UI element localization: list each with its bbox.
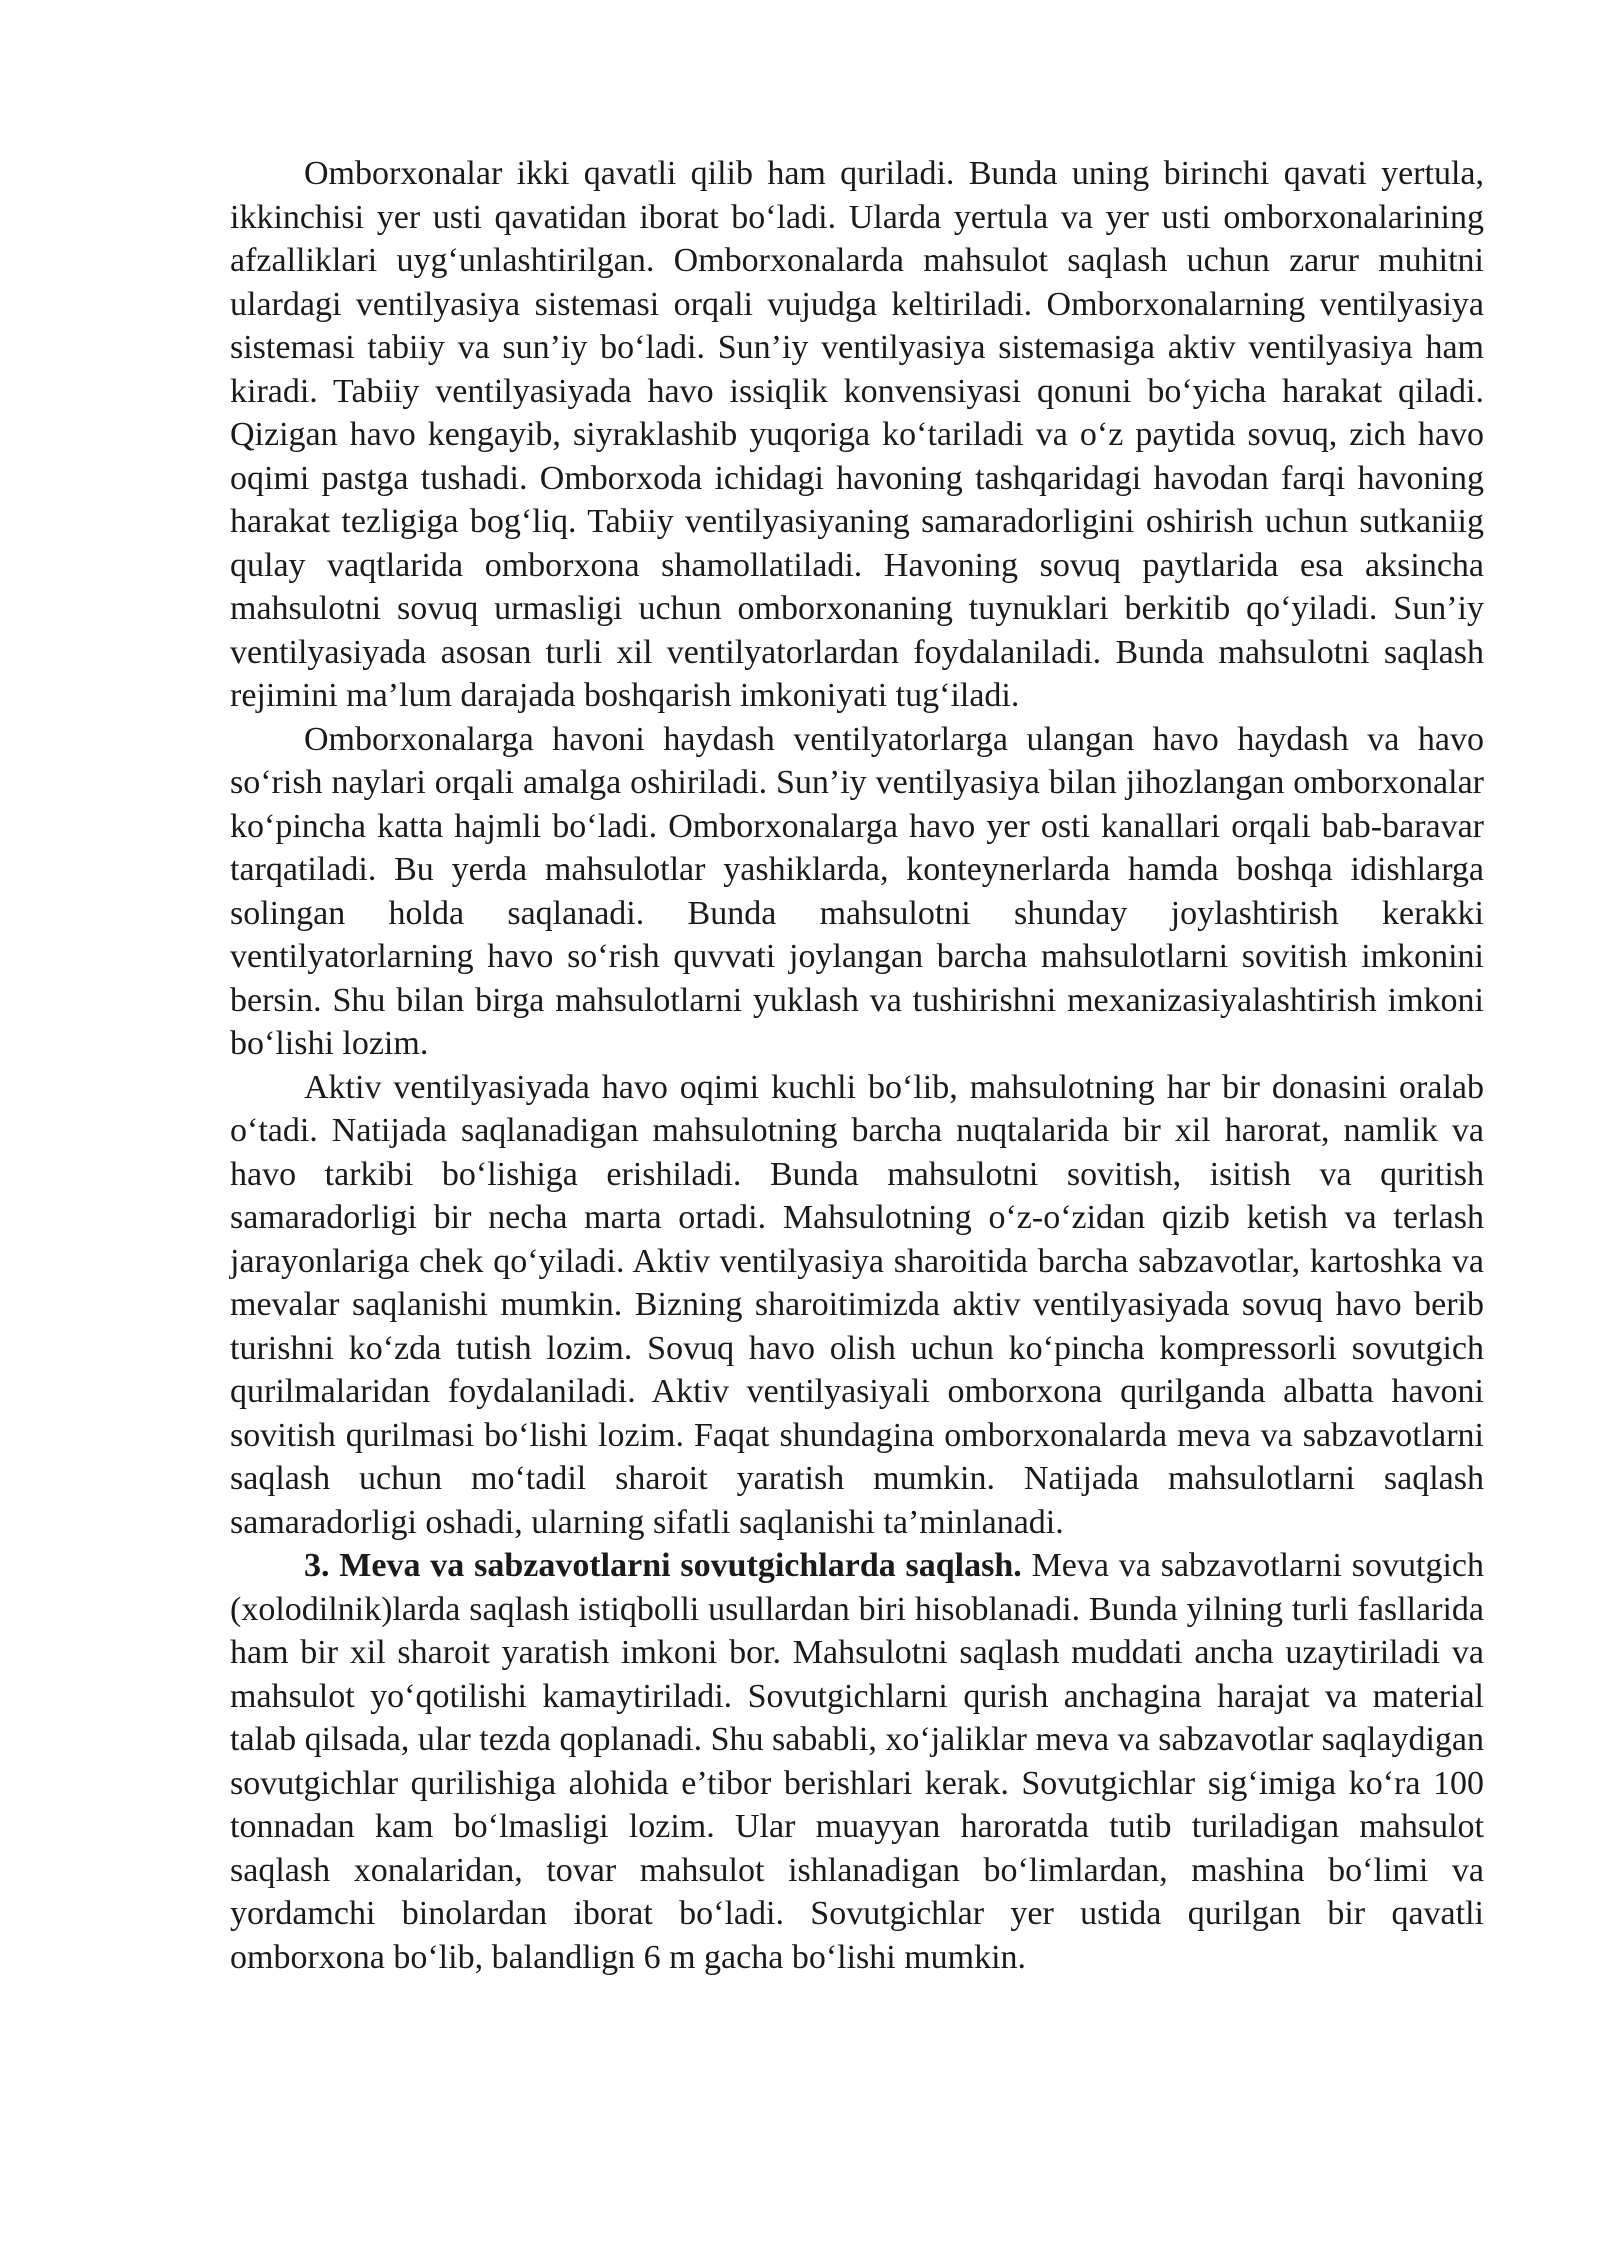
section-heading: 3. Meva va sabzavotlarni sovutgichlarda saqlash.: [304, 1547, 1022, 1584]
paragraph-refrigerator-storage: [230, 1544, 1484, 1979]
paragraph-active-ventilation: Aktiv ventilyasiyada havo oqimi kuchli bo‘lib, mahsulotning har bir donasini oralab o‘tadi. Natijada saqlanadigan mahsulotning barcha nuqtalarida bir xil harorat, namlik va havo tarkibi bo‘lishiga erishiladi. Bunda mahsulotni sovitish, isitish va quritish samaradorligi bir necha marta ortadi. Mahsulotning o‘z-o‘zidan qizib ketish va terlash jarayonlariga chek qo‘yiladi. Aktiv ventilyasiya sharoitida barcha sabzavotlar, kartoshka va mevalar saqlanishi mumkin. Bizning sharoitimizda aktiv ventilyasiyada sovuq havo berib turishni ko‘zda tutish lozim. Sovuq havo olish uchun ko‘pincha kompressorli sovutgich qurilmalaridan foydalaniladi. Aktiv ventilyasiyali omborxona qurilganda albatta havoni sovitish qurilmasi bo‘lishi lozim. Faqat shundagina omborxonalarda meva va sabzavotlarni saqlash uchun mo‘tadil sharoit yaratish mumkin. Natijada mahsulotlarni saqlash samaradorligi oshadi, ularning sifatli saqlanishi ta’minlanadi.: [230, 1068, 1484, 1541]
section-body-text: Meva va sabzavotlarni sovutgich (xolodilnik)larda saqlash istiqbolli usullardan biri hisoblanadi. Bunda yilning turli fasllarida ham bir xil sharoit yaratish imkoni bor. Mahsulotni saqlash muddati ancha uzaytiriladi va mahsulot yo‘qotilishi kamaytiriladi. Sovutgichlarni qurish anchagina harajat va material talab qilsada, ular tezda qoplanadi. Shu sababli, xo‘jaliklar meva va sabzavotlar saqlaydigan sovutgichlar qurilishiga alohida e’tibor berishlari kerak. Sovutgichlar sig‘imiga ko‘ra 100 tonnadan kam bo‘lmasligi lozim. Ular muayyan haroratda tutib turiladigan mahsulot saqlash xonalaridan, tovar mahsulot ishlanadigan bo‘limlardan, mashina bo‘limi va yordamchi binolardan iborat bo‘ladi. Sovutgichlar yer ustida qurilgan bir qavatli omborxona bo‘lib, balandlign 6 m gacha bo‘lishi mumkin.: [230, 1547, 1484, 1976]
paragraph-air-distribution: Omborxonalarga havoni haydash ventilyatorlarga ulangan havo haydash va havo so‘rish naylari orqali amalga oshiriladi. Sun’iy ventilyasiya bilan jihozlangan omborxonalar ko‘pincha katta hajmli bo‘ladi. Omborxonalarga havo yer osti kanallari orqali bab-baravar tarqatiladi. Bu yerda mahsulotlar yashiklarda, konteynerlarda hamda boshqa idishlarga solingan holda saqlanadi. Bunda mahsulotni shunday joylashtirish kerakki ventilyatorlarning havo so‘rish quvvati joylangan barcha mahsulotlarni sovitish imkonini bersin. Shu bilan birga mahsulotlarni yuklash va tushirishni mexanizasiyalashtirish imkoni bo‘lishi lozim.: [230, 720, 1484, 1062]
document-page: [230, 152, 1484, 1979]
paragraph-ventilation-systems: Omborxonalar ikki qavatli qilib ham quriladi. Bunda uning birinchi qavati yertula, ikkinchisi yer usti qavatidan iborat bo‘ladi. Ularda yertula va yer usti omborxonalarining afzalliklari uyg‘unlashtirilgan. Omborxonalarda mahsulot saqlash uchun zarur muhitni ulardagi ventilyasiya sistemasi orqali vujudga keltiriladi. Omborxonalarning ventilyasiya sistemasi tabiiy va sun’iy bo‘ladi. Sun’iy ventilyasiya sistemasiga aktiv ventilyasiya ham kiradi. Tabiiy ventilyasiyada havo issiqlik konvensiyasi qonuni bo‘yicha harakat qiladi. Qizigan havo kengayib, siyraklashib yuqoriga ko‘tariladi va o‘z paytida sovuq, zich havo oqimi pastga tushadi. Omborxoda ichidagi havoning tashqaridagi havodan farqi havoning harakat tezligiga bog‘liq. Tabiiy ventilyasiyaning samaradorligini oshirish uchun sutkaniig qulay vaqtlarida omborxona shamollatiladi. Havoning sovuq paytlarida esa aksincha mahsulotni sovuq urmasligi uchun omborxonaning tuynuklari berkitib qo‘yiladi. Sun’iy ventilyasiyada asosan turli xil ventilyatorlardan foydalaniladi. Bunda mahsulotni saqlash rejimini ma’lum darajada boshqarish imkoniyati tug‘iladi.: [230, 155, 1484, 714]
